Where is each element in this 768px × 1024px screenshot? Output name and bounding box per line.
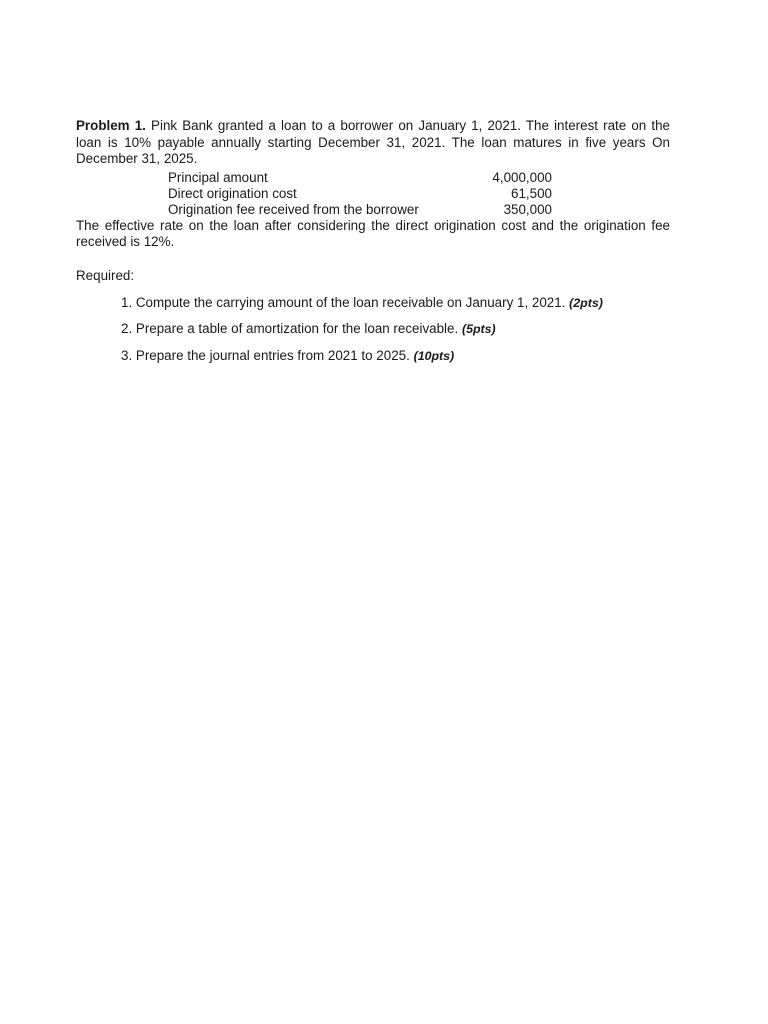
figure-row [168, 170, 552, 186]
requirement-text: 3. Prepare the journal entries from 2021 to 2025. [121, 347, 410, 363]
requirement-item [121, 348, 670, 365]
requirement-item [121, 321, 670, 338]
requirement-points: (5pts) [461, 322, 496, 337]
figure-value: 350,000 [503, 201, 552, 217]
figure-label: Origination fee received from the borrower [168, 201, 419, 217]
requirement-text: 1. Compute the carrying amount of the loan receivable on January 1, 2021. [121, 294, 566, 310]
problem-section [76, 118, 670, 374]
requirement-points: (10pts) [413, 348, 455, 363]
required-label: Required: [76, 267, 135, 283]
problem-intro-paragraph [76, 118, 670, 168]
requirement-item [121, 295, 670, 312]
figure-label: Principal amount [168, 169, 268, 185]
figure-label: Direct origination cost [168, 185, 297, 201]
loan-figures-table [168, 170, 552, 218]
figure-row [168, 186, 552, 202]
figure-row [168, 202, 552, 218]
figure-value: 4,000,000 [492, 169, 552, 185]
problem-intro-text: Pink Bank granted a loan to a borrower on January 1, 2021. The interest rate on the loan is 10% payable annually starting December 31, 2021. The loan matures in five years On December 31, 2025. [76, 118, 670, 167]
requirement-points: (2pts) [569, 295, 603, 310]
requirement-text: 2. Prepare a table of amortization for the loan receivable. [121, 321, 459, 337]
problem-heading: Problem 1. [76, 118, 146, 133]
requirements-list [121, 295, 670, 365]
figure-value: 61,500 [511, 185, 552, 201]
effective-rate-paragraph: The effective rate on the loan after considering the direct origination cost and the origination fee received is 12%. [76, 217, 670, 250]
